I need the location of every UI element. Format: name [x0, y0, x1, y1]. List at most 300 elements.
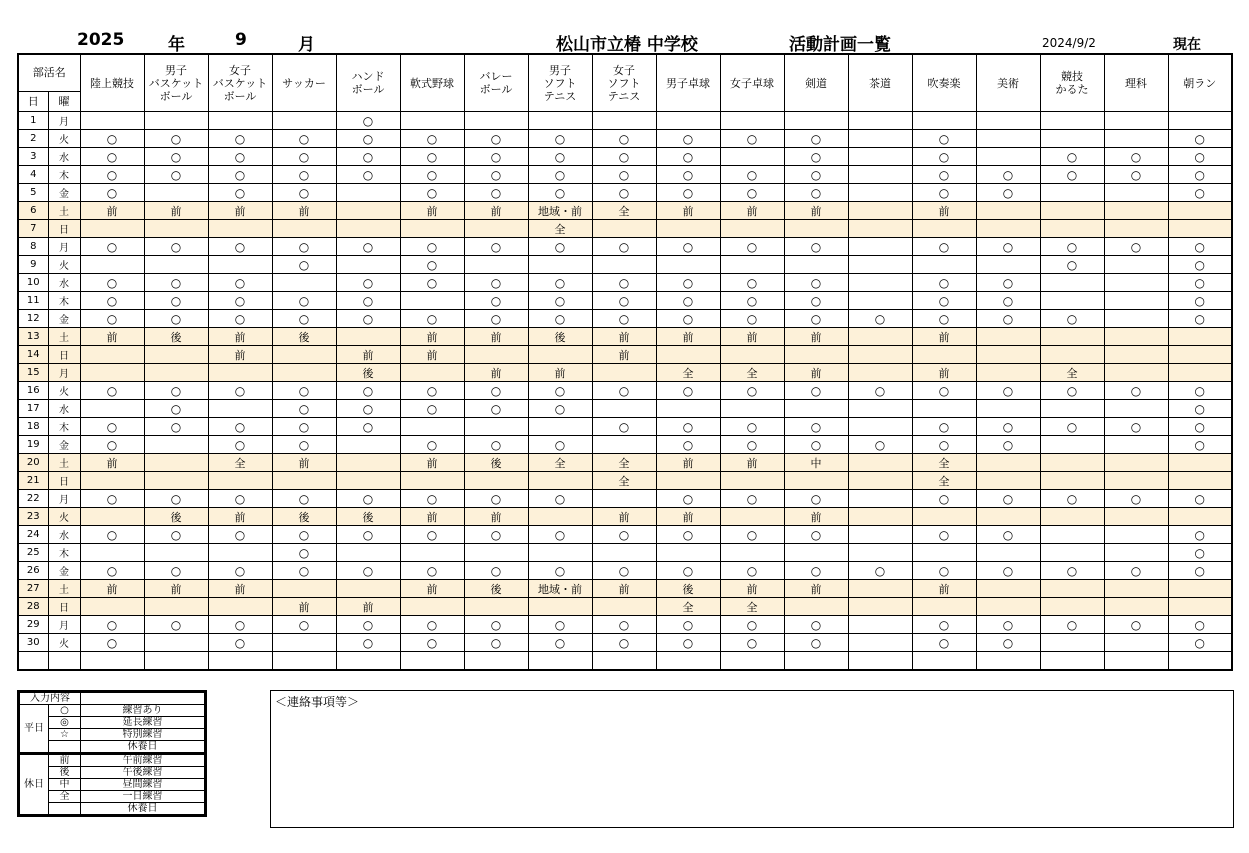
schedule-cell[interactable]: ○: [464, 292, 528, 310]
schedule-cell[interactable]: 後: [464, 580, 528, 598]
schedule-cell[interactable]: 前: [208, 328, 272, 346]
schedule-cell[interactable]: ○: [592, 382, 656, 400]
schedule-cell[interactable]: ○: [208, 130, 272, 148]
schedule-cell[interactable]: [144, 256, 208, 274]
schedule-cell[interactable]: [720, 220, 784, 238]
schedule-cell[interactable]: ○: [848, 436, 912, 454]
schedule-cell[interactable]: [976, 454, 1040, 472]
schedule-cell[interactable]: ○: [336, 634, 400, 652]
schedule-cell[interactable]: ○: [720, 418, 784, 436]
schedule-cell[interactable]: [1104, 328, 1168, 346]
schedule-cell[interactable]: [144, 598, 208, 616]
schedule-cell[interactable]: ○: [80, 382, 144, 400]
schedule-cell[interactable]: [144, 220, 208, 238]
schedule-cell[interactable]: ○: [656, 310, 720, 328]
schedule-cell[interactable]: 前: [80, 328, 144, 346]
schedule-cell[interactable]: [656, 544, 720, 562]
schedule-cell[interactable]: ○: [464, 238, 528, 256]
schedule-cell[interactable]: ○: [336, 616, 400, 634]
schedule-cell[interactable]: ○: [80, 634, 144, 652]
schedule-cell[interactable]: [528, 508, 592, 526]
schedule-cell[interactable]: ○: [208, 382, 272, 400]
schedule-cell[interactable]: ○: [272, 184, 336, 202]
schedule-cell[interactable]: [976, 346, 1040, 364]
schedule-cell[interactable]: ○: [80, 166, 144, 184]
schedule-cell[interactable]: 前: [336, 346, 400, 364]
schedule-cell[interactable]: ○: [592, 562, 656, 580]
schedule-cell[interactable]: [1168, 364, 1232, 382]
schedule-cell[interactable]: ○: [976, 616, 1040, 634]
schedule-cell[interactable]: [1104, 364, 1168, 382]
schedule-cell[interactable]: [336, 454, 400, 472]
schedule-cell[interactable]: ○: [1040, 490, 1104, 508]
schedule-cell[interactable]: ○: [336, 562, 400, 580]
schedule-cell[interactable]: [1168, 472, 1232, 490]
schedule-cell[interactable]: ○: [144, 616, 208, 634]
schedule-cell[interactable]: ○: [272, 400, 336, 418]
schedule-cell[interactable]: [144, 472, 208, 490]
schedule-cell[interactable]: [336, 220, 400, 238]
schedule-cell[interactable]: [720, 508, 784, 526]
schedule-cell[interactable]: [720, 346, 784, 364]
schedule-cell[interactable]: [1104, 454, 1168, 472]
schedule-cell[interactable]: 前: [464, 364, 528, 382]
schedule-cell[interactable]: [656, 220, 720, 238]
schedule-cell[interactable]: [1104, 634, 1168, 652]
schedule-cell[interactable]: [848, 454, 912, 472]
schedule-cell[interactable]: 全: [208, 454, 272, 472]
schedule-cell[interactable]: ○: [272, 310, 336, 328]
schedule-cell[interactable]: [1104, 598, 1168, 616]
schedule-cell[interactable]: [656, 472, 720, 490]
schedule-cell[interactable]: ○: [528, 184, 592, 202]
schedule-cell[interactable]: 後: [144, 328, 208, 346]
schedule-cell[interactable]: ○: [784, 436, 848, 454]
schedule-cell[interactable]: [656, 112, 720, 130]
schedule-cell[interactable]: ○: [464, 130, 528, 148]
schedule-cell[interactable]: [720, 112, 784, 130]
schedule-cell[interactable]: ○: [976, 382, 1040, 400]
schedule-cell[interactable]: ○: [464, 166, 528, 184]
schedule-cell[interactable]: ○: [1104, 490, 1168, 508]
schedule-cell[interactable]: ○: [592, 292, 656, 310]
schedule-cell[interactable]: [848, 508, 912, 526]
schedule-cell[interactable]: [400, 220, 464, 238]
schedule-cell[interactable]: [976, 130, 1040, 148]
schedule-cell[interactable]: [1104, 544, 1168, 562]
schedule-cell[interactable]: [848, 184, 912, 202]
schedule-cell[interactable]: ○: [400, 130, 464, 148]
schedule-cell[interactable]: [848, 580, 912, 598]
schedule-cell[interactable]: [1104, 436, 1168, 454]
schedule-cell[interactable]: [1040, 400, 1104, 418]
schedule-cell[interactable]: ○: [592, 130, 656, 148]
schedule-cell[interactable]: ○: [1104, 238, 1168, 256]
schedule-cell[interactable]: ○: [912, 490, 976, 508]
schedule-cell[interactable]: ○: [912, 310, 976, 328]
schedule-cell[interactable]: [208, 364, 272, 382]
schedule-cell[interactable]: ○: [1104, 562, 1168, 580]
schedule-cell[interactable]: ○: [464, 148, 528, 166]
schedule-cell[interactable]: [400, 364, 464, 382]
schedule-cell[interactable]: ○: [720, 292, 784, 310]
schedule-cell[interactable]: ○: [208, 634, 272, 652]
schedule-cell[interactable]: [784, 544, 848, 562]
schedule-cell[interactable]: ○: [848, 382, 912, 400]
schedule-cell[interactable]: [1040, 508, 1104, 526]
schedule-cell[interactable]: ○: [976, 166, 1040, 184]
schedule-cell[interactable]: 後: [656, 580, 720, 598]
schedule-cell[interactable]: [848, 112, 912, 130]
schedule-cell[interactable]: [848, 598, 912, 616]
schedule-cell[interactable]: ○: [784, 238, 848, 256]
schedule-cell[interactable]: ○: [912, 634, 976, 652]
schedule-cell[interactable]: [144, 634, 208, 652]
schedule-cell[interactable]: ○: [528, 400, 592, 418]
schedule-cell[interactable]: 後: [336, 364, 400, 382]
schedule-cell[interactable]: ○: [656, 634, 720, 652]
schedule-cell[interactable]: ○: [592, 274, 656, 292]
schedule-cell[interactable]: ○: [1040, 562, 1104, 580]
schedule-cell[interactable]: ○: [336, 148, 400, 166]
schedule-cell[interactable]: ○: [912, 562, 976, 580]
schedule-cell[interactable]: [144, 184, 208, 202]
schedule-cell[interactable]: 前: [208, 202, 272, 220]
schedule-cell[interactable]: 前: [80, 202, 144, 220]
schedule-cell[interactable]: ○: [720, 166, 784, 184]
schedule-cell[interactable]: ○: [208, 166, 272, 184]
schedule-cell[interactable]: 前: [720, 328, 784, 346]
schedule-cell[interactable]: 全: [528, 220, 592, 238]
schedule-cell[interactable]: ○: [912, 166, 976, 184]
schedule-cell[interactable]: ○: [784, 634, 848, 652]
schedule-cell[interactable]: [1104, 220, 1168, 238]
schedule-cell[interactable]: ○: [720, 184, 784, 202]
schedule-cell[interactable]: ○: [1168, 616, 1232, 634]
schedule-cell[interactable]: ○: [912, 130, 976, 148]
schedule-cell[interactable]: [848, 148, 912, 166]
schedule-cell[interactable]: 前: [80, 580, 144, 598]
schedule-cell[interactable]: ○: [1168, 166, 1232, 184]
schedule-cell[interactable]: ○: [592, 148, 656, 166]
schedule-cell[interactable]: ○: [272, 256, 336, 274]
schedule-cell[interactable]: ○: [912, 436, 976, 454]
schedule-cell[interactable]: ○: [976, 292, 1040, 310]
schedule-cell[interactable]: ○: [1040, 418, 1104, 436]
schedule-cell[interactable]: ○: [80, 238, 144, 256]
schedule-cell[interactable]: ○: [1168, 310, 1232, 328]
schedule-cell[interactable]: ○: [80, 310, 144, 328]
schedule-cell[interactable]: ○: [144, 274, 208, 292]
schedule-cell[interactable]: ○: [912, 148, 976, 166]
schedule-cell[interactable]: ○: [912, 274, 976, 292]
schedule-cell[interactable]: [336, 256, 400, 274]
schedule-cell[interactable]: ○: [208, 148, 272, 166]
schedule-cell[interactable]: [80, 472, 144, 490]
schedule-cell[interactable]: ○: [592, 184, 656, 202]
schedule-cell[interactable]: 後: [272, 508, 336, 526]
schedule-cell[interactable]: [592, 598, 656, 616]
schedule-cell[interactable]: ○: [400, 634, 464, 652]
schedule-cell[interactable]: ○: [784, 130, 848, 148]
schedule-cell[interactable]: [208, 220, 272, 238]
schedule-cell[interactable]: ○: [464, 526, 528, 544]
schedule-cell[interactable]: ○: [336, 130, 400, 148]
schedule-cell[interactable]: 前: [528, 364, 592, 382]
schedule-cell[interactable]: ○: [336, 292, 400, 310]
schedule-cell[interactable]: ○: [976, 436, 1040, 454]
schedule-cell[interactable]: [1040, 112, 1104, 130]
schedule-cell[interactable]: [912, 256, 976, 274]
schedule-cell[interactable]: ○: [528, 130, 592, 148]
schedule-cell[interactable]: ○: [80, 274, 144, 292]
schedule-cell[interactable]: [528, 472, 592, 490]
schedule-cell[interactable]: ○: [400, 616, 464, 634]
schedule-cell[interactable]: [1104, 274, 1168, 292]
schedule-cell[interactable]: ○: [784, 490, 848, 508]
schedule-cell[interactable]: ○: [784, 148, 848, 166]
schedule-cell[interactable]: [784, 112, 848, 130]
schedule-cell[interactable]: ○: [272, 562, 336, 580]
schedule-cell[interactable]: [592, 544, 656, 562]
schedule-cell[interactable]: [400, 544, 464, 562]
schedule-cell[interactable]: ○: [336, 166, 400, 184]
schedule-cell[interactable]: ○: [208, 562, 272, 580]
schedule-cell[interactable]: [1104, 472, 1168, 490]
schedule-cell[interactable]: [848, 616, 912, 634]
schedule-cell[interactable]: ○: [976, 562, 1040, 580]
schedule-cell[interactable]: [400, 112, 464, 130]
schedule-cell[interactable]: ○: [1168, 382, 1232, 400]
schedule-cell[interactable]: [1168, 220, 1232, 238]
schedule-cell[interactable]: ○: [784, 310, 848, 328]
schedule-cell[interactable]: [784, 220, 848, 238]
schedule-cell[interactable]: ○: [464, 562, 528, 580]
schedule-cell[interactable]: ○: [1104, 148, 1168, 166]
schedule-cell[interactable]: [80, 256, 144, 274]
schedule-cell[interactable]: ○: [720, 562, 784, 580]
schedule-cell[interactable]: ○: [912, 292, 976, 310]
schedule-cell[interactable]: ○: [784, 184, 848, 202]
schedule-cell[interactable]: [1040, 436, 1104, 454]
schedule-cell[interactable]: ○: [912, 184, 976, 202]
schedule-cell[interactable]: 全: [592, 202, 656, 220]
schedule-cell[interactable]: [976, 220, 1040, 238]
schedule-cell[interactable]: ○: [208, 274, 272, 292]
schedule-cell[interactable]: ○: [144, 562, 208, 580]
schedule-cell[interactable]: [848, 490, 912, 508]
schedule-cell[interactable]: [528, 256, 592, 274]
schedule-cell[interactable]: [528, 544, 592, 562]
schedule-cell[interactable]: [144, 346, 208, 364]
schedule-cell[interactable]: [720, 400, 784, 418]
schedule-cell[interactable]: ○: [336, 400, 400, 418]
schedule-cell[interactable]: ○: [80, 436, 144, 454]
schedule-cell[interactable]: ○: [528, 274, 592, 292]
schedule-cell[interactable]: 地域・前: [528, 202, 592, 220]
schedule-cell[interactable]: ○: [1040, 616, 1104, 634]
schedule-cell[interactable]: [144, 544, 208, 562]
schedule-cell[interactable]: 後: [528, 328, 592, 346]
schedule-cell[interactable]: 前: [272, 202, 336, 220]
schedule-cell[interactable]: 全: [720, 598, 784, 616]
schedule-cell[interactable]: [848, 400, 912, 418]
schedule-cell[interactable]: ○: [784, 418, 848, 436]
schedule-cell[interactable]: ○: [976, 418, 1040, 436]
schedule-cell[interactable]: ○: [656, 526, 720, 544]
schedule-cell[interactable]: 全: [656, 598, 720, 616]
schedule-cell[interactable]: ○: [272, 490, 336, 508]
schedule-cell[interactable]: ○: [1168, 238, 1232, 256]
schedule-cell[interactable]: ○: [976, 238, 1040, 256]
schedule-cell[interactable]: ○: [528, 238, 592, 256]
schedule-cell[interactable]: ○: [592, 616, 656, 634]
schedule-cell[interactable]: [336, 472, 400, 490]
schedule-cell[interactable]: 前: [400, 508, 464, 526]
schedule-cell[interactable]: 前: [784, 202, 848, 220]
schedule-cell[interactable]: 全: [592, 454, 656, 472]
schedule-cell[interactable]: [1104, 580, 1168, 598]
schedule-cell[interactable]: [592, 490, 656, 508]
schedule-cell[interactable]: [912, 112, 976, 130]
schedule-cell[interactable]: [720, 256, 784, 274]
schedule-cell[interactable]: 後: [144, 508, 208, 526]
schedule-cell[interactable]: [1168, 454, 1232, 472]
schedule-cell[interactable]: ○: [592, 418, 656, 436]
schedule-cell[interactable]: ○: [272, 382, 336, 400]
schedule-cell[interactable]: [464, 220, 528, 238]
schedule-cell[interactable]: ○: [1168, 400, 1232, 418]
schedule-cell[interactable]: ○: [976, 634, 1040, 652]
schedule-cell[interactable]: [1168, 202, 1232, 220]
schedule-cell[interactable]: [1040, 328, 1104, 346]
schedule-cell[interactable]: [784, 346, 848, 364]
schedule-cell[interactable]: [208, 112, 272, 130]
schedule-cell[interactable]: ○: [976, 490, 1040, 508]
schedule-cell[interactable]: [1168, 328, 1232, 346]
schedule-cell[interactable]: 地域・前: [528, 580, 592, 598]
schedule-cell[interactable]: ○: [720, 238, 784, 256]
schedule-cell[interactable]: 前: [656, 454, 720, 472]
schedule-cell[interactable]: ○: [464, 634, 528, 652]
schedule-cell[interactable]: [272, 274, 336, 292]
schedule-cell[interactable]: [784, 598, 848, 616]
schedule-cell[interactable]: [976, 544, 1040, 562]
schedule-cell[interactable]: ○: [1040, 148, 1104, 166]
schedule-cell[interactable]: [976, 364, 1040, 382]
schedule-cell[interactable]: 前: [208, 508, 272, 526]
schedule-cell[interactable]: ○: [976, 274, 1040, 292]
schedule-cell[interactable]: 前: [400, 580, 464, 598]
schedule-cell[interactable]: [848, 130, 912, 148]
schedule-cell[interactable]: [1040, 346, 1104, 364]
schedule-cell[interactable]: 前: [144, 580, 208, 598]
schedule-cell[interactable]: ○: [656, 418, 720, 436]
schedule-cell[interactable]: ○: [720, 310, 784, 328]
schedule-cell[interactable]: [720, 472, 784, 490]
schedule-cell[interactable]: 前: [720, 580, 784, 598]
schedule-cell[interactable]: ○: [592, 166, 656, 184]
schedule-cell[interactable]: [912, 346, 976, 364]
schedule-cell[interactable]: 前: [592, 508, 656, 526]
schedule-cell[interactable]: ○: [912, 238, 976, 256]
schedule-cell[interactable]: ○: [848, 562, 912, 580]
schedule-cell[interactable]: ○: [272, 436, 336, 454]
schedule-cell[interactable]: ○: [400, 490, 464, 508]
schedule-cell[interactable]: ○: [1168, 436, 1232, 454]
schedule-cell[interactable]: [208, 256, 272, 274]
schedule-cell[interactable]: ○: [144, 166, 208, 184]
schedule-cell[interactable]: [272, 346, 336, 364]
schedule-cell[interactable]: [208, 472, 272, 490]
schedule-cell[interactable]: [656, 256, 720, 274]
schedule-cell[interactable]: 前: [912, 364, 976, 382]
schedule-cell[interactable]: ○: [656, 490, 720, 508]
schedule-cell[interactable]: ○: [272, 130, 336, 148]
schedule-cell[interactable]: [976, 400, 1040, 418]
schedule-cell[interactable]: ○: [976, 184, 1040, 202]
schedule-cell[interactable]: [80, 544, 144, 562]
schedule-cell[interactable]: ○: [272, 238, 336, 256]
schedule-cell[interactable]: [528, 598, 592, 616]
schedule-cell[interactable]: [400, 292, 464, 310]
schedule-cell[interactable]: [848, 634, 912, 652]
schedule-cell[interactable]: ○: [1104, 382, 1168, 400]
schedule-cell[interactable]: [144, 364, 208, 382]
schedule-cell[interactable]: ○: [208, 310, 272, 328]
schedule-cell[interactable]: ○: [80, 292, 144, 310]
schedule-cell[interactable]: [272, 472, 336, 490]
schedule-cell[interactable]: [784, 400, 848, 418]
schedule-cell[interactable]: [848, 544, 912, 562]
schedule-cell[interactable]: 後: [336, 508, 400, 526]
schedule-cell[interactable]: [848, 526, 912, 544]
schedule-cell[interactable]: [848, 328, 912, 346]
schedule-cell[interactable]: ○: [208, 292, 272, 310]
schedule-cell[interactable]: [1040, 274, 1104, 292]
schedule-cell[interactable]: [656, 346, 720, 364]
schedule-cell[interactable]: ○: [1040, 256, 1104, 274]
schedule-cell[interactable]: [592, 400, 656, 418]
schedule-cell[interactable]: ○: [1168, 292, 1232, 310]
schedule-cell[interactable]: ○: [144, 292, 208, 310]
schedule-cell[interactable]: 前: [464, 328, 528, 346]
schedule-cell[interactable]: 全: [912, 472, 976, 490]
schedule-cell[interactable]: ○: [528, 166, 592, 184]
schedule-cell[interactable]: ○: [80, 616, 144, 634]
schedule-cell[interactable]: 前: [784, 508, 848, 526]
schedule-cell[interactable]: ○: [80, 490, 144, 508]
schedule-cell[interactable]: 後: [464, 454, 528, 472]
schedule-cell[interactable]: ○: [592, 526, 656, 544]
schedule-cell[interactable]: [80, 400, 144, 418]
schedule-cell[interactable]: [1168, 508, 1232, 526]
schedule-cell[interactable]: [656, 400, 720, 418]
schedule-cell[interactable]: ○: [656, 562, 720, 580]
schedule-cell[interactable]: ○: [720, 490, 784, 508]
schedule-cell[interactable]: [976, 472, 1040, 490]
schedule-cell[interactable]: ○: [80, 526, 144, 544]
schedule-cell[interactable]: ○: [272, 418, 336, 436]
schedule-cell[interactable]: [848, 202, 912, 220]
schedule-cell[interactable]: [912, 598, 976, 616]
schedule-cell[interactable]: [336, 328, 400, 346]
schedule-cell[interactable]: ○: [272, 526, 336, 544]
schedule-cell[interactable]: ○: [528, 292, 592, 310]
schedule-cell[interactable]: ○: [656, 130, 720, 148]
schedule-cell[interactable]: ○: [1040, 238, 1104, 256]
schedule-cell[interactable]: [336, 580, 400, 598]
